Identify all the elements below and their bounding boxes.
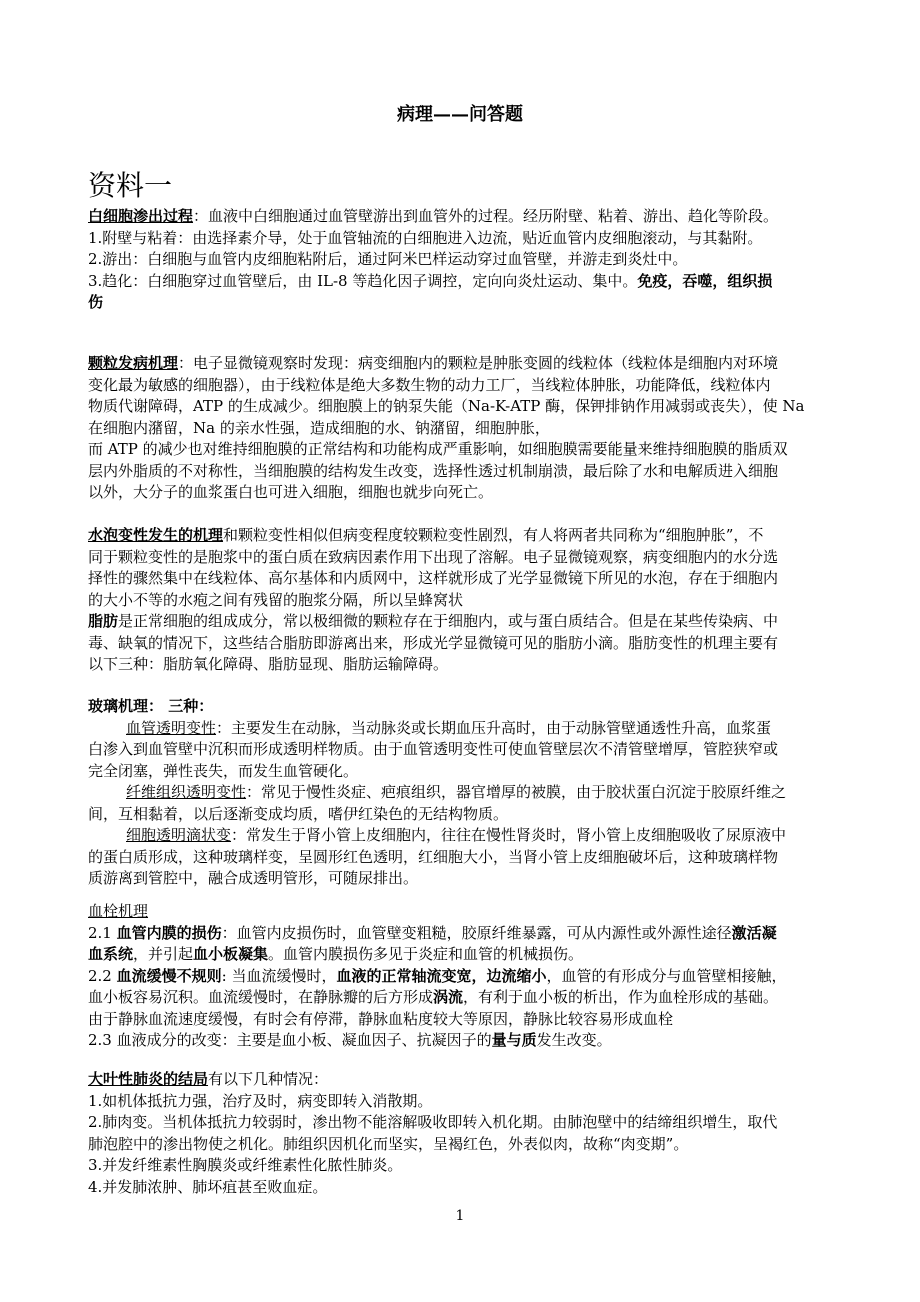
section-thrombosis [88,901,840,1052]
body-text: ：电子显微镜观察时发现：病变细胞内的颗粒是肿胀变圆的线粒体（线粒体是细胞内对环境 [178,354,779,372]
text-line [88,1134,840,1156]
body-text: 完全闭塞，弹性丧失，而发生血管硬化。 [88,761,359,780]
body-text: 间，互相黏着，以后逐渐变成均质，嗜伊红染色的无结构物质。 [88,804,509,823]
body-text: ，并引起 [133,945,194,963]
text-line [88,923,840,945]
text-line [88,1091,840,1113]
text-line [88,718,840,740]
emphasized-text: 玻璃机理： 三种： [88,697,214,715]
text-line [88,825,840,847]
emphasized-text: 血栓机理 [88,902,149,920]
text-line [88,375,840,397]
body-text: 血小板容易沉积。血流缓慢时，在静脉瓣的后方形成 [88,988,434,1006]
emphasized-text: 纤维组织透明变性 [126,783,247,801]
body-text: 2.1 [88,923,117,942]
body-text: 而 ATP 的减少也对维持细胞膜的正常结构和功能构成严重影响，如细胞膜需要能量来维持细胞膜的脂质双 [88,440,788,458]
text-line [88,868,840,890]
text-line [88,525,840,547]
text-line [88,696,840,718]
body-text: 以外，大分子的血浆蛋白也可进入细胞，细胞也就步向死亡。 [88,483,494,501]
body-text: 有以下几种情况： [208,1070,329,1088]
text-line [88,228,840,250]
body-text: 2.3 血液成分的改变：主要是血小板、凝血因子、抗凝因子的 [88,1031,492,1049]
body-text: 的蛋白质形成，这种玻璃样变，呈圆形红色透明，红细胞大小，当肾小管上皮细胞破坏后，这种玻璃样物 [88,847,779,866]
body-text: ，有利于血小板的析出，作为血栓形成的基础。 [463,988,779,1006]
emphasized-text: 细胞透明滴状变 [126,826,232,844]
text-line [88,418,840,440]
text-line [88,987,840,1009]
body-text: 物质代谢障碍，ATP 的生成减少。细胞膜上的钠泵失能（Na-K-ATP 酶，保钾排钠作用减弱或丧失），使 Na [88,397,805,415]
text-line [88,1177,840,1199]
emphasized-text: 量与质 [491,1031,537,1049]
body-text: 白渗入到血管壁中沉积而形成透明样物质。由于血管透明变性可使血管壁层次不清管壁增厚，管腔狭窄或 [88,740,779,758]
body-text: 4.并发肺浓肿、肺坏疽甚至败血症。 [88,1177,328,1196]
text-line [88,847,840,869]
text-line [88,1155,840,1177]
text-line [88,461,840,483]
text-line [88,611,840,633]
emphasized-text: 颗粒发病机理 [88,354,179,372]
body-text: ：常发生于肾小管上皮细胞内，往往在慢性肾炎时，肾小管上皮细胞吸收了尿原液中 [231,826,787,844]
text-line [88,901,840,923]
text-line [88,804,840,826]
text-line [88,1009,840,1031]
body-text: 3.并发纤维素性胸膜炎或纤维素性化脓性肺炎。 [88,1156,403,1174]
body-text: 是正常细胞的组成成分，常以极细微的颗粒存在于细胞内，或与蛋白质结合。但是在某些传染病、中 [118,612,779,630]
emphasized-text: 水泡变性发生的机理 [88,526,224,544]
body-text: : 当血流缓慢时， [221,966,337,985]
emphasized-text: 免疫，吞噬，组织损 [637,271,773,290]
page-number: 1 [455,1208,465,1224]
text-line [88,396,840,418]
text-line [88,568,840,590]
document-title: 病理——问答题 [397,104,523,125]
section-lobar-pneumonia [88,1069,840,1198]
emphasized-text: 血液的正常轴流变宽，边流缩小 [336,966,547,985]
body-text: ：血液中白细胞通过血管壁游出到血管外的过程。经历附壁、粘着、游出、趋化等阶段。 [193,207,779,225]
body-text: 肺泡腔中的渗出物使之机化。肺组织因机化而坚实，呈褐红色，外表似肉，故称“肉变期”。 [88,1134,689,1153]
text-line [88,249,840,271]
body-text: ：常见于慢性炎症、疤痕组织，器官增厚的被膜，由于胶状蛋白沉淀于胶原纤维之 [246,783,787,801]
body-text: 以下三种：脂肪氧化障碍、脂肪显现、脂肪运输障碍。 [88,655,449,673]
body-text: 和颗粒变性相似但病变程度较颗粒变性剧烈，有人将两者共同称为“细胞肿胀”，不 [223,526,764,544]
text-line [88,966,840,988]
emphasized-text: 大叶性肺炎的结局 [88,1070,209,1088]
emphasized-text: 白细胞渗出过程 [88,207,194,225]
body-text: 。血管内膜损伤多见于炎症和血管的机械损伤。 [268,945,584,963]
section-hyaline-degeneration [88,696,840,890]
text-line [88,206,840,228]
body-text: 2.肺肉变。当机体抵抗力较弱时，渗出物不能溶解吸收即转入机化期。由肺泡壁中的结缔组织增生，取代 [88,1113,778,1131]
text-line [88,1069,840,1091]
body-text: 1.附壁与粘着：由选择素介导，处于血管轴流的白细胞进入边流，贴近血管内皮细胞滚动，与其黏附。 [88,228,763,247]
body-text: 3.趋化：白细胞穿过血管壁后，由 IL-8 等趋化因子调控，定向向炎灶运动、集中。 [88,271,638,290]
body-text: 毒、缺氧的情况下，这些结合脂肪即游离出来，形成光学显微镜可见的脂肪小滴。脂肪变性的机理主要有 [88,633,779,652]
section-heading: 资料一 [88,169,173,202]
body-text: ：血管内皮损伤时，血管壁变粗糙，胶原纤维暴露，可从内源性或外源性途径 [221,923,732,942]
body-text: 1.如机体抵抗力强，治疗及时，病变即转入消散期。 [88,1091,433,1110]
body-text: ，血管的有形成分与血管壁相接触， [546,966,787,985]
emphasized-text: 涡流 [433,988,464,1006]
body-text: 2.游出：白细胞与血管内皮细胞粘附后，通过阿米巴样运动穿过血管壁，并游走到炎灶中。 [88,250,688,268]
text-line [88,944,840,966]
emphasized-text: 血系统 [88,945,134,963]
text-line [88,654,840,676]
body-text: 2.2 [88,966,117,985]
emphasized-text: 血管内膜的损伤 [116,923,222,942]
text-line [88,761,840,783]
body-text: 层内外脂质的不对称性，当细胞膜的结构发生改变，选择性透过机制崩溃，最后除了水和电解质进入细胞 [88,461,779,480]
text-line [88,1112,840,1134]
text-line [88,633,840,655]
emphasized-text: 血小板凝集 [193,945,269,963]
body-text: 择性的骤然集中在线粒体、高尔基体和内质网中，这样就形成了光学显微镜下所见的水泡，存在于细胞内 [88,569,779,587]
body-text: ：主要发生在动脉，当动脉炎或长期血压升高时，由于动脉管壁通透性升高，血浆蛋 [216,718,772,737]
emphasized-text: 伤 [88,293,104,311]
emphasized-text: 脂肪 [88,612,119,630]
emphasized-text: 血流缓慢不规则 [116,966,222,985]
text-line [88,292,840,314]
body-text: 的大小不等的水疱之间有残留的胞浆分隔，所以呈蜂窝状 [88,590,464,609]
section-leukocyte-exudation [88,206,840,314]
emphasized-text: 血管透明变性 [126,718,217,737]
body-text: 变化最为敏感的细胞器），由于线粒体是绝大多数生物的动力工厂，当线粒体肿胀，功能降低，线粒体内 [88,375,771,394]
text-line [88,547,840,569]
text-line [88,271,840,293]
section-granular-degeneration [88,353,840,504]
text-line [88,439,840,461]
body-text: 由于静脉血流速度缓慢，有时会有停滞，静脉血粘度较大等原因，静脉比较容易形成血栓 [88,1009,674,1028]
text-line [88,482,840,504]
body-text: 同于颗粒变性的是胞浆中的蛋白质在致病因素作用下出现了溶解。电子显微镜观察，病变细胞内的水分选 [88,547,779,566]
body-text: 在细胞内潴留，Na 的亲水性强，造成细胞的水、钠潴留，细胞肿胀， [88,418,550,437]
section-hydropic-fatty-degeneration [88,525,840,676]
text-line [88,1030,840,1052]
text-line [88,782,840,804]
body-text: 发生改变。 [536,1031,612,1049]
body-text: 质游离到管腔中，融合成透明管形，可随尿排出。 [88,869,419,887]
emphasized-text: 激活凝 [731,923,777,942]
text-line [88,353,840,375]
text-line [88,590,840,612]
text-line [88,739,840,761]
